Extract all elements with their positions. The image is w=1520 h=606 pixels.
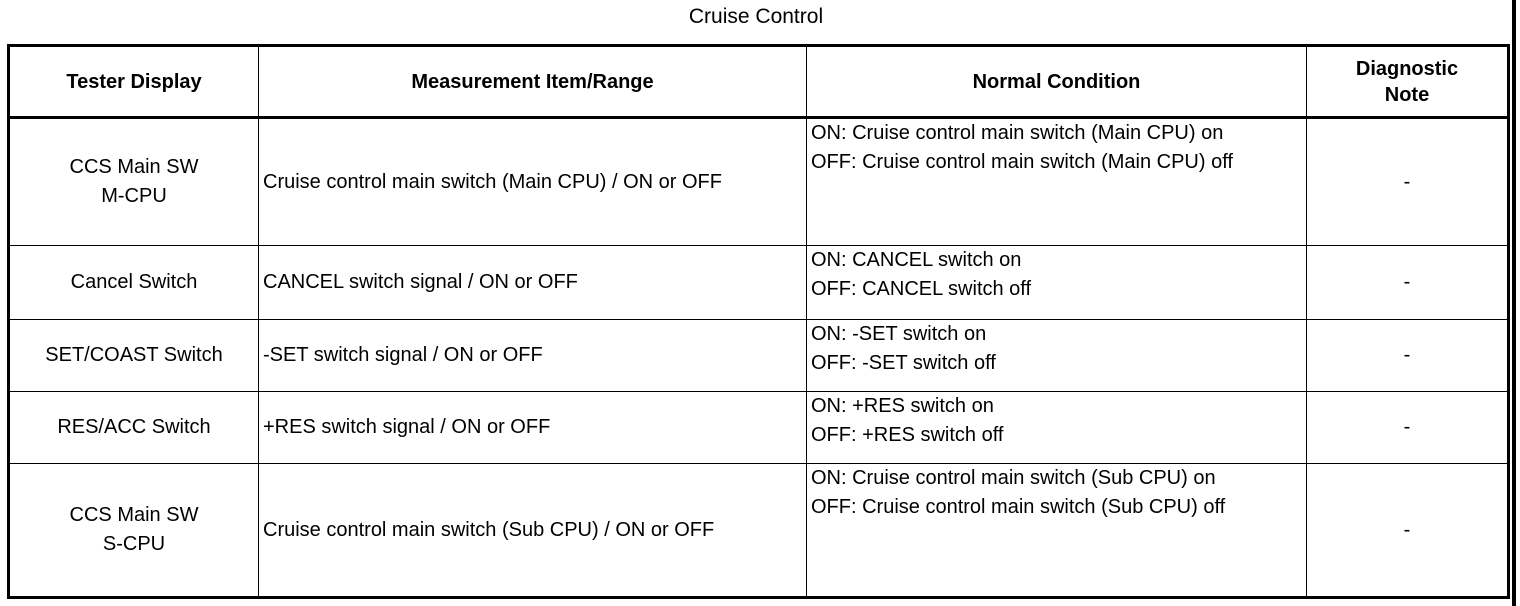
table-row — [9, 320, 1509, 392]
diagnostic-note-cell: - — [1307, 246, 1509, 320]
table-row — [9, 118, 1509, 246]
normal-condition-cell — [807, 320, 1307, 392]
diagnostic-note-cell: - — [1307, 118, 1509, 246]
tester-display-line1: SET/COAST Switch — [45, 344, 223, 366]
page-edge-rule — [1512, 0, 1516, 606]
header-row — [9, 46, 1509, 118]
measurement-cell: Cruise control main switch (Main CPU) / ON or OFF — [259, 118, 807, 246]
tester-display-line1: CCS Main SW — [69, 504, 199, 526]
tester-display-cell — [9, 320, 259, 392]
normal-condition-on: ON: CANCEL switch on — [811, 249, 1022, 271]
cruise-control-table — [7, 44, 1510, 599]
header-tester-display: Tester Display — [9, 46, 259, 118]
normal-condition-on: ON: Cruise control main switch (Sub CPU) on — [811, 467, 1216, 489]
normal-condition-off: OFF: Cruise control main switch (Main CPU) off — [811, 151, 1233, 173]
tester-display-line1: RES/ACC Switch — [57, 416, 211, 438]
measurement-cell: Cruise control main switch (Sub CPU) / ON or OFF — [259, 464, 807, 598]
tester-display-line2: S-CPU — [102, 533, 166, 555]
tester-display-line2: M-CPU — [101, 185, 167, 207]
header-diagnostic-line2: Note — [1384, 83, 1430, 106]
normal-condition-off: OFF: CANCEL switch off — [811, 278, 1032, 300]
normal-condition-cell — [807, 118, 1307, 246]
normal-condition-off: OFF: Cruise control main switch (Sub CPU) off — [811, 496, 1226, 518]
measurement-cell: -SET switch signal / ON or OFF — [259, 320, 807, 392]
tester-display-line1: Cancel Switch — [70, 271, 198, 293]
table-row — [9, 392, 1509, 464]
diagnostic-note-cell: - — [1307, 464, 1509, 598]
measurement-cell: CANCEL switch signal / ON or OFF — [259, 246, 807, 320]
table-row — [9, 246, 1509, 320]
normal-condition-off: OFF: -SET switch off — [811, 352, 996, 374]
normal-condition-cell — [807, 392, 1307, 464]
header-diagnostic-note — [1307, 46, 1509, 118]
tester-display-cell — [9, 246, 259, 320]
table-title: Cruise Control — [688, 5, 824, 28]
header-measurement: Measurement Item/Range — [259, 46, 807, 118]
normal-condition-cell — [807, 246, 1307, 320]
table-row — [9, 464, 1509, 598]
header-diagnostic-line1: Diagnostic — [1355, 57, 1459, 80]
diagnostic-note-cell: - — [1307, 392, 1509, 464]
normal-condition-cell — [807, 464, 1307, 598]
header-normal-condition: Normal Condition — [807, 46, 1307, 118]
tester-display-cell — [9, 118, 259, 246]
tester-display-cell — [9, 464, 259, 598]
normal-condition-on: ON: Cruise control main switch (Main CPU) on — [811, 122, 1224, 144]
normal-condition-off: OFF: +RES switch off — [811, 424, 1004, 446]
measurement-cell: +RES switch signal / ON or OFF — [259, 392, 807, 464]
tester-display-line1: CCS Main SW — [69, 156, 199, 178]
normal-condition-on: ON: -SET switch on — [811, 323, 987, 345]
tester-display-cell — [9, 392, 259, 464]
normal-condition-on: ON: +RES switch on — [811, 395, 994, 417]
diagnostic-note-cell: - — [1307, 320, 1509, 392]
